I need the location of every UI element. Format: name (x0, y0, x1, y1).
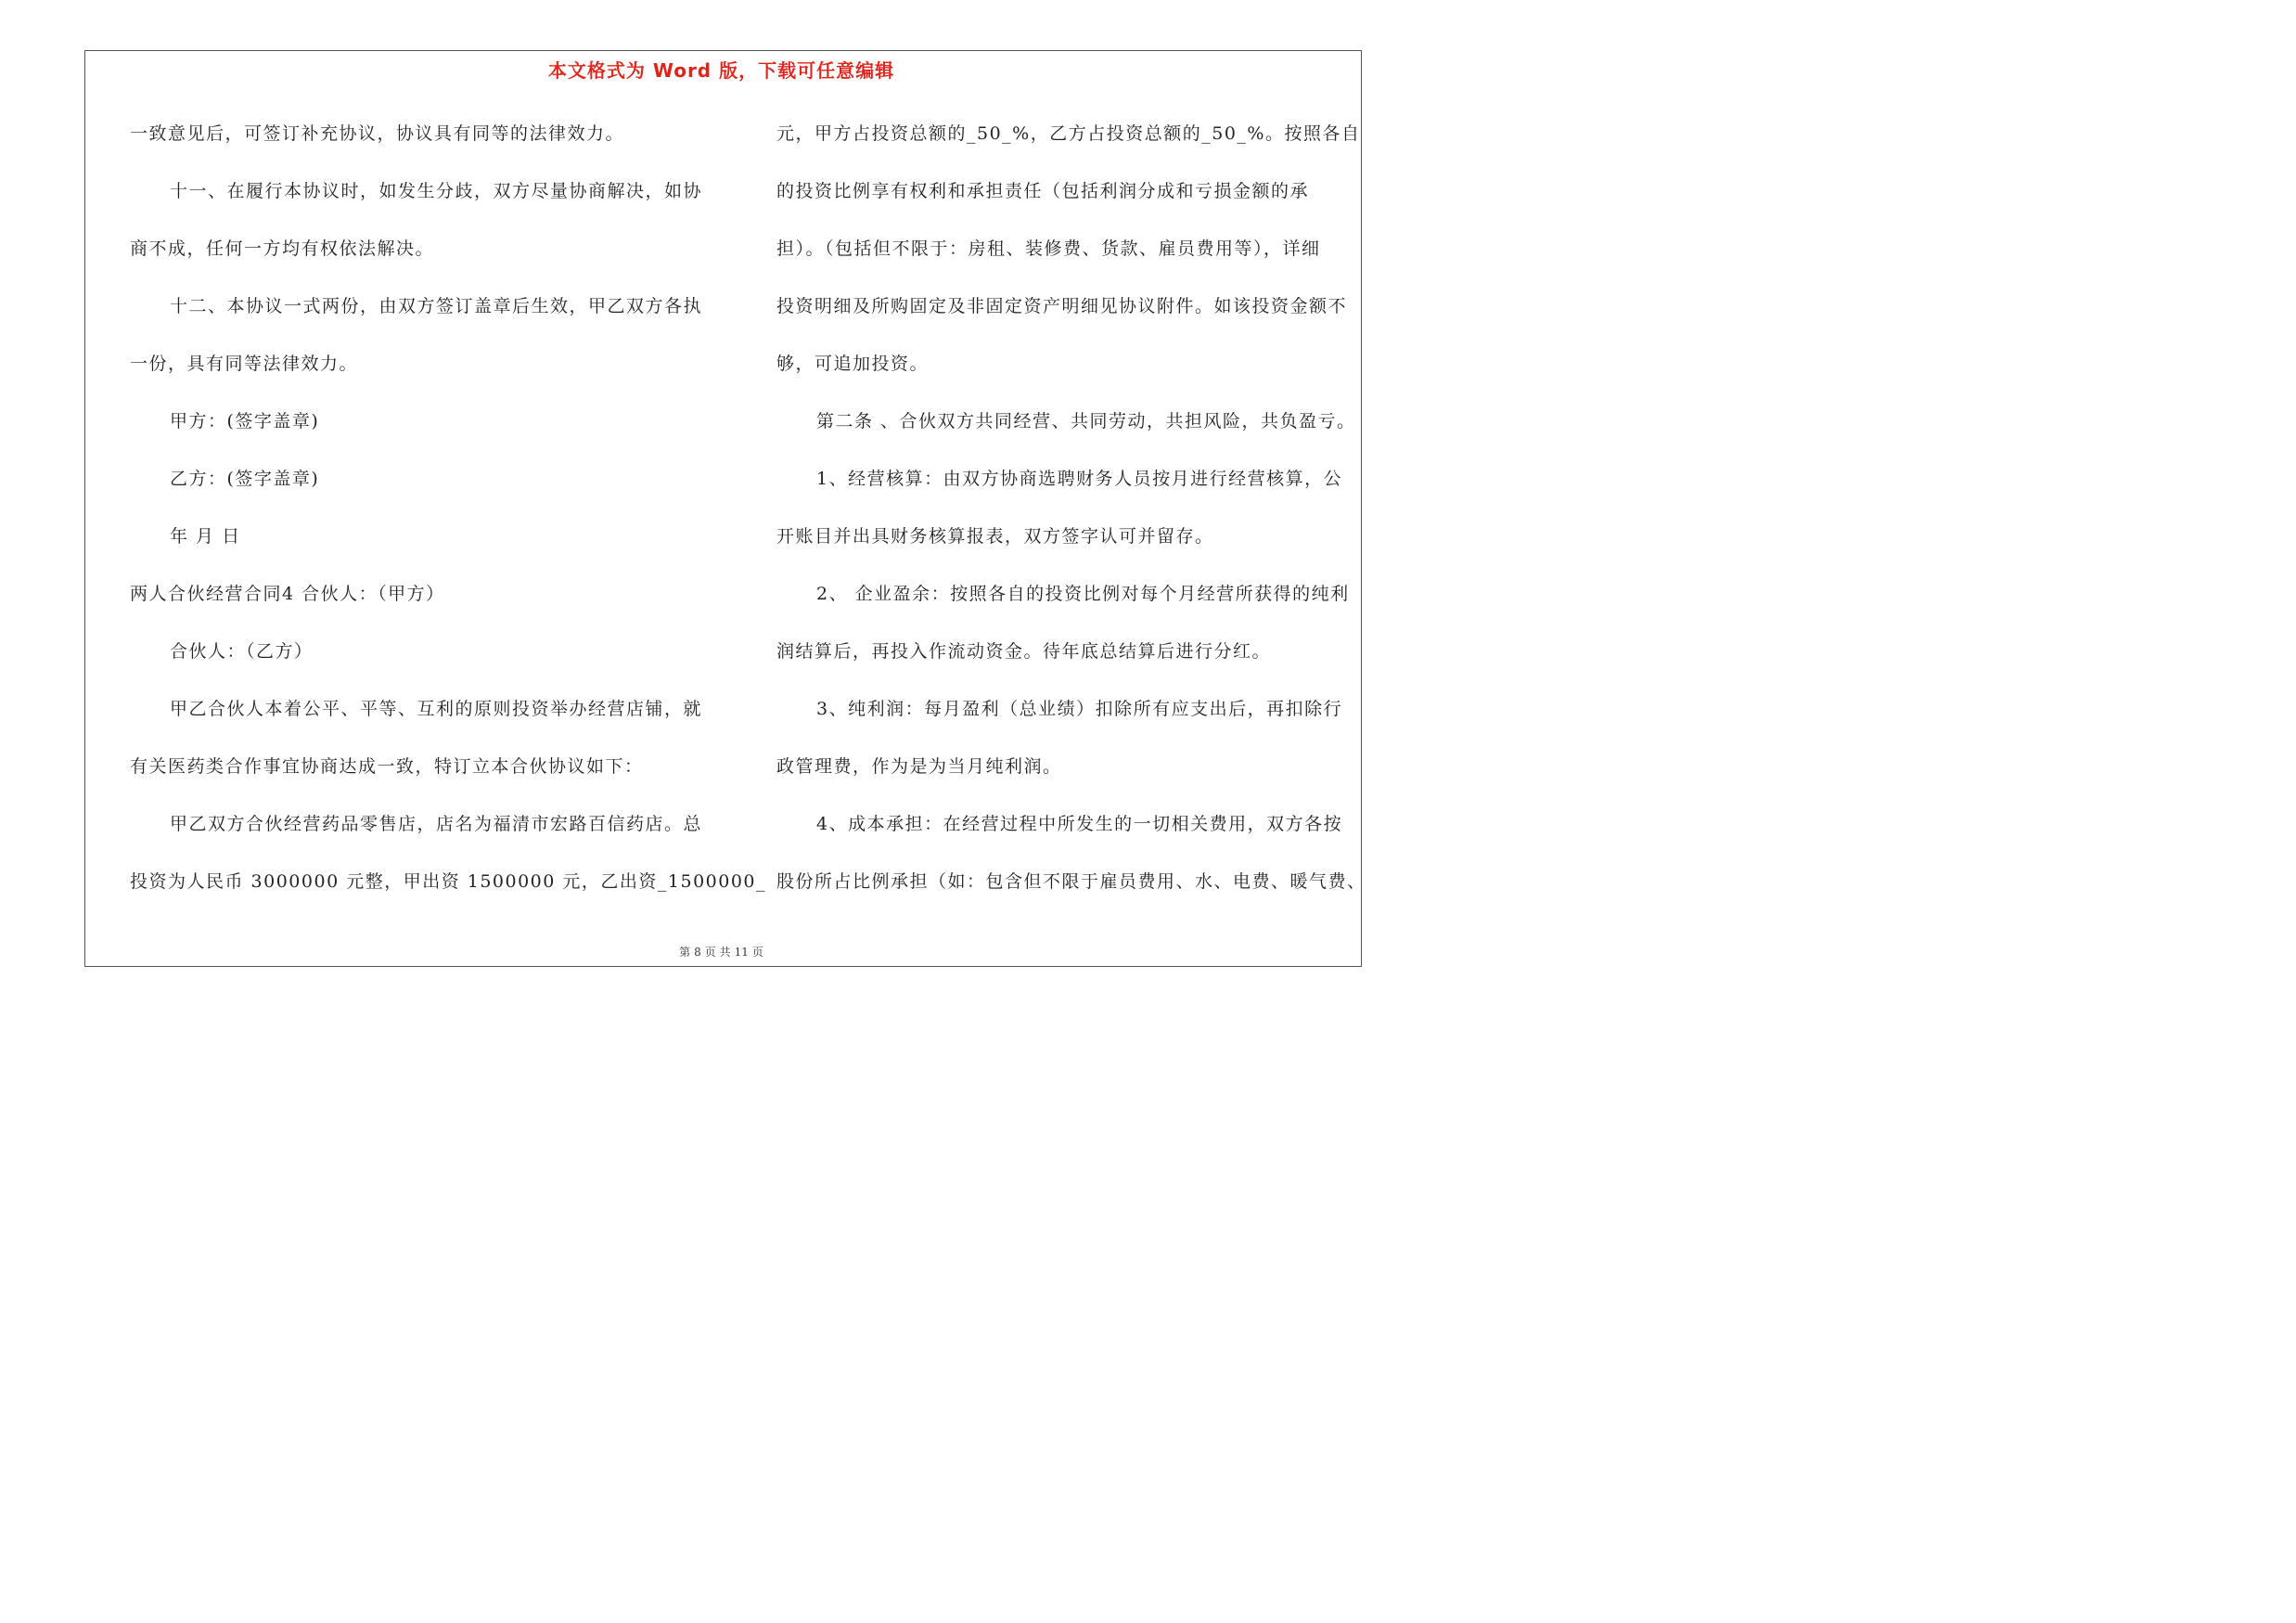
page-number-footer (0, 944, 1443, 960)
party-a-signature: 甲方：(签字盖章) (170, 411, 320, 432)
footer-prefix: 第 (679, 946, 691, 959)
date-line: 年 月 日 (170, 526, 241, 547)
footer-middle: 页 共 (704, 946, 731, 959)
text-line: 十二、本协议一式两份，由双方签订盖章后生效，甲乙双方各执 (170, 296, 703, 316)
word-format-banner: 本文格式为 Word 版，下载可任意编辑 (547, 59, 895, 82)
text-line: 商不成，任何一方均有权依法解决。 (130, 238, 435, 259)
article-two-heading: 第二条 、合伙双方共同经营、共同劳动，共担风险，共负盈亏。 (816, 411, 1356, 432)
text-line: 2、 企业盈余：按照各自的投资比例对每个月经营所获得的纯利 (816, 584, 1350, 604)
text-line: 润结算后，再投入作流动资金。待年底总结算后进行分红。 (776, 641, 1272, 662)
text-line: 投资明细及所购固定及非固定资产明细见协议附件。如该投资金额不 (776, 296, 1348, 316)
text-line: 甲乙双方合伙经营药品零售店，店名为福清市宏路百信药店。总 (170, 814, 703, 834)
text-line: 3、纯利润：每月盈利（总业绩）扣除所有应支出后，再扣除行 (816, 699, 1343, 719)
text-line: 一致意见后，可签订补充协议，协议具有同等的法律效力。 (130, 123, 625, 144)
footer-suffix: 页 (751, 946, 763, 959)
text-line: 够，可追加投资。 (776, 354, 930, 374)
text-line: 合伙人：（乙方） (170, 641, 314, 662)
text-line: 担）。（包括但不限于：房租、装修费、货款、雇员费用等），详细 (776, 238, 1321, 259)
text-line: 十一、在履行本协议时，如发生分歧，双方尽量协商解决，如协 (170, 181, 703, 201)
text-line: 投资为人民币 3000000 元整，甲出资 1500000 元，乙出资_1500000_ (130, 871, 767, 892)
contract-heading: 两人合伙经营合同4 合伙人：（甲方） (130, 584, 445, 604)
text-line: 政管理费，作为是为当月纯利润。 (776, 756, 1062, 777)
text-line: 4、成本承担：在经营过程中所发生的一切相关费用，双方各按 (816, 814, 1343, 834)
total-pages-number: 11 (734, 946, 749, 959)
text-line: 一份，具有同等法律效力。 (130, 354, 359, 374)
text-line: 股份所占比例承担（如：包含但不限于雇员费用、水、电费、暖气费、 (776, 871, 1366, 892)
party-b-signature: 乙方：(签字盖章) (170, 469, 320, 489)
text-line: 1、经营核算：由双方协商选聘财务人员按月进行经营核算，公 (816, 469, 1343, 489)
current-page-number: 8 (694, 946, 701, 959)
text-line: 的投资比例享有权利和承担责任（包括利润分成和亏损金额的承 (776, 181, 1310, 201)
left-text-column (130, 114, 767, 920)
text-line: 甲乙合伙人本着公平、平等、互利的原则投资举办经营店铺，就 (170, 699, 703, 719)
right-text-column (776, 114, 1370, 920)
text-line: 开账目并出具财务核算报表，双方签字认可并留存。 (776, 526, 1214, 547)
text-line: 元，甲方占投资总额的_50_%，乙方占投资总额的_50_%。按照各自 (776, 123, 1361, 144)
text-line: 有关医药类合作事宜协商达成一致，特订立本合伙协议如下： (130, 756, 644, 777)
